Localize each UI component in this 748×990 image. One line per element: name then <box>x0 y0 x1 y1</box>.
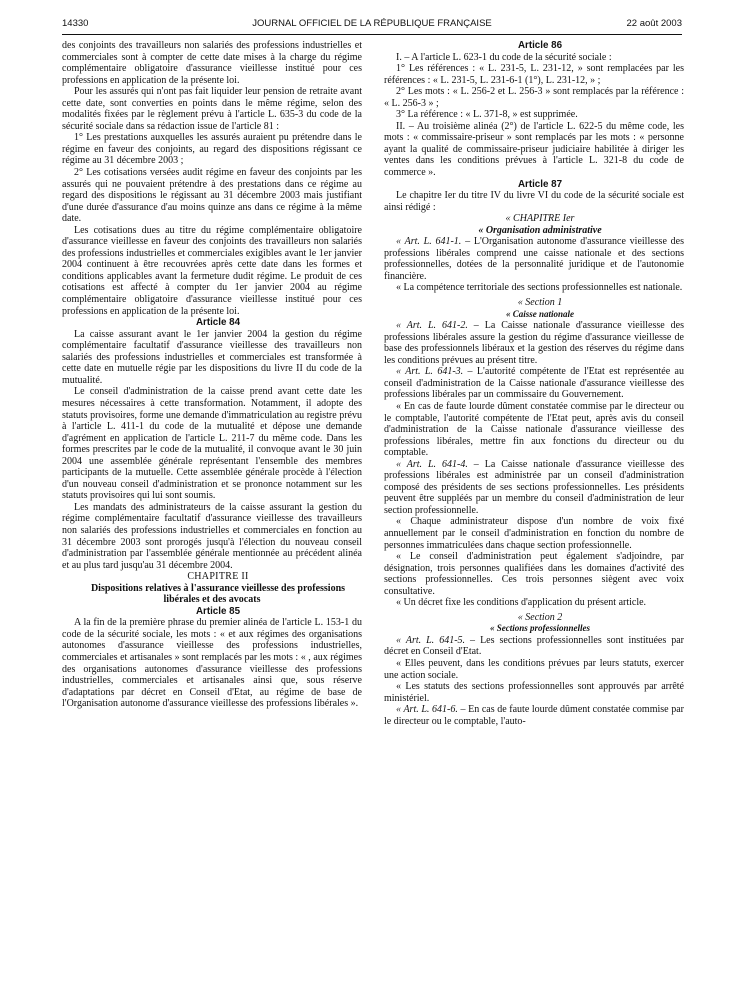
article-l641-3 <box>384 366 684 401</box>
paragraph: « Un décret fixe les conditions d'application du présent article. <box>396 597 647 609</box>
article-text: – La Caisse nationale d'assurance vieillesse des professions libérales est administrée par un conseil d'administration composé des présidents de ses sections professionnelles. Les présidents peuvent être suppléés par un membre du conseil d'administration de leur section professionnelle. <box>384 458 684 516</box>
paragraph: « Les statuts des sections professionnelles sont approuvés par arrêté ministériel. <box>384 681 684 704</box>
article-l641-6 <box>384 704 684 727</box>
journal-title: JOURNAL OFFICIEL DE LA RÉPUBLIQUE FRANÇAISE <box>252 18 492 29</box>
publication-date: 22 août 2003 <box>626 18 682 29</box>
paragraph: II. – Au troisième alinéa (2°) de l'article L. 622-5 du même code, les mots : « commissaire-priseur » sont remplacés par les mots : « personne ayant la qualité de commissaire-priseur judiciaire habilitée à diriger les ventes dans les conditions prévues à l'article L. 321-8 du code de commerce ». <box>384 120 684 179</box>
article-l641-1 <box>384 236 684 282</box>
header-rule <box>62 34 682 35</box>
chapter-i-label: « CHAPITRE Ier <box>505 213 575 225</box>
section-1-label: « Section 1 <box>517 297 563 309</box>
article-text: – En cas de faute lourde dûment constatée commise par le directeur ou le comptable, l'auto- <box>384 704 684 727</box>
organisation-title: « Organisation administrative <box>478 224 602 236</box>
article-ref: « Art. L. 641-2. <box>396 320 468 332</box>
paragraph: « La compétence territoriale des sections professionnelles est nationale. <box>396 282 683 294</box>
article-ref: « Art. L. 641-3. <box>396 366 464 378</box>
paragraph: A la fin de la première phrase du premier alinéa de l'article L. 153-1 du code de la sécurité sociale, les mots : « et aux régimes des organisations autonomes d'assurance vieillesse des professions industrielles, commerciales et artisanales » sont remplacés par les mots : « , aux régimes des organisations autonomes d'assurance vieillesse des professions industrielles, commerciales et artisanales ainsi que, sous réserve d'adaptations par décret en Conseil d'Etat, au régime de base de l'Organisation autonome d'assurance vieillesse des professions libérales ». <box>62 617 362 710</box>
paragraph: des conjoints des travailleurs non salariés des professions industrielles et commerciales sont à compter de cette date mises à la charge du régime complémentaire obligatoire d'assurance vieillesse institué pour ces professions en application de la présente loi. <box>62 40 362 86</box>
paragraph: I. – A l'article L. 623-1 du code de la sécurité sociale : <box>396 51 612 63</box>
article-86-heading: Article 86 <box>517 40 563 51</box>
page-header <box>62 18 682 32</box>
paragraph: Les mandats des administrateurs de la caisse assurant la gestion du régime complémentaire facultatif d'assurance vieillesse des travailleurs non salariés des professions industrielles et commerciales en fonction au 31 décembre 2003 sont prorogés jusqu'à l'élection du nouveau conseil d'administration par l'assemblée générale mentionnée au précédent alinéa et au plus tard jusqu'au 31 décembre 2004. <box>62 501 362 571</box>
paragraph: 1° Les prestations auxquelles les assurés auraient pu prétendre dans le régime en faveur des conjoints, au regard des dispositions régissant ce régime au 31 décembre 2003 ; <box>62 132 362 167</box>
right-column <box>384 40 684 727</box>
paragraph: Pour les assurés qui n'ont pas fait liquider leur pension de retraite avant cette date, sont converties en points dans le même régime, selon des modalités fixées par le règlement prévu à l'article L. 635-3 du code de la sécurité sociale dans sa rédaction issue de l'article 81 : <box>62 86 362 132</box>
article-ref: « Art. L. 641-4. <box>396 458 468 470</box>
article-text: – L'autorité compétente de l'Etat est représentée au conseil d'administration de la Caisse nationale d'assurance vieillesse des professions libérales par un commissaire du Gouvernement. <box>384 366 684 401</box>
paragraph: 2° Les cotisations versées audit régime en faveur des conjoints par les assurés qui ne pouvaient prétendre à des prestations dans ce régime au regard des dispositions le régissant au 31 décembre 2003 mais justifiant d'une durée d'assurance d'au moins quinze ans dans ce régime à la même date. <box>62 167 362 225</box>
chapter-title: Dispositions relatives à l'assurance vieillesse des professions libérales et des avocats <box>90 582 346 606</box>
article-87-heading: Article 87 <box>517 178 563 190</box>
paragraph: 1° Les références : « L. 231-5, L. 231-12, » sont remplacées par les références : « L. 231-5, L. 231-6-1 (1°), L. 231-12, » ; <box>384 63 684 86</box>
article-text: – L'Organisation autonome d'assurance vieillesse des professions libérales comprend une caisse nationale et des sections professionnelles, dotées de la personnalité juridique et de l'autonomie financière. <box>384 236 684 282</box>
article-l641-2 <box>384 320 684 366</box>
paragraph: La caisse assurant avant le 1er janvier 2004 la gestion du régime complémentaire facultatif d'assurance vieillesse des travailleurs non salariés des professions industrielles et commerciales est transformée à cette date en mutuelle régie par les dispositions du livre II du code de la mutualité. <box>62 328 362 386</box>
article-text: – Les sections professionnelles sont instituées par décret en Conseil d'Etat. <box>384 634 684 658</box>
article-ref: « Art. L. 641-6. <box>396 704 458 716</box>
sections-professionnelles-title: « Sections professionnelles <box>489 623 590 634</box>
paragraph: « En cas de faute lourde dûment constatée commise par le directeur ou le comptable, l'autorité compétente de l'Etat peut, après avis du conseil d'administration de la Caisse nationale d'assurance vieillesse des professions libérales, mettre fin aux fonctions du directeur ou du comptable. <box>384 400 684 459</box>
paragraph: 2° Les mots : « L. 256-2 et L. 256-3 » sont remplacés par la référence : « L. 256-3 » ; <box>384 86 684 109</box>
paragraph: Le conseil d'administration de la caisse prend avant cette date les mesures nécessaires à cette transformation. Notamment, il adopte des statuts provisoires, forme une demande d'immatriculation au registre prévu à l'article L. 411-1 du code de la mutualité et dépose une demande d'agrément en application de l'article L. 211-7 du même code. Dans les formes prescrites par le code de la mutualité, il convoque avant le 30 juin 2004 une assemblée générale représentant l'ensemble des membres participants de la mutuelle. Cette assemblée générale procède à l'élection d'un nouveau conseil d'administration et se prononce notamment sur les statuts provisoires qui lui sont soumis. <box>62 386 362 502</box>
paragraph: « Elles peuvent, dans les conditions prévues par leurs statuts, exercer une action sociale. <box>384 657 684 681</box>
paragraph: Les cotisations dues au titre du régime complémentaire obligatoire d'assurance vieillesse en faveur des conjoints des travailleurs non salariés des professions industrielles et commerciales exigibles avant le 1er janvier 2004 continuent à être recouvrées après cette date dans les formes et conditions applicables avant la fermeture dudit régime. Le produit de ces cotisations est affecté à compter du 1er janvier 2004 au régime complémentaire obligatoire d'assurance vieillesse institué pour ces professions en application de la présente loi. <box>62 224 362 317</box>
paragraph: « Le conseil d'administration peut également s'adjoindre, par désignation, trois personnes qualifiées dans les domaines d'activité des sections professionnelles. Ces trois personnes siègent avec voix consultative. <box>384 551 684 597</box>
left-column <box>62 40 362 710</box>
paragraph: 3° La référence : « L. 371-8, » est supprimée. <box>396 109 578 121</box>
article-84-heading: Article 84 <box>195 317 241 329</box>
article-l641-5 <box>384 635 684 658</box>
page-number: 14330 <box>62 18 89 29</box>
caisse-nationale-title: « Caisse nationale <box>505 308 574 319</box>
chapter-label: CHAPITRE II <box>187 571 249 583</box>
article-text: – La Caisse nationale d'assurance vieillesse des professions libérales assure la gestion du régime d'assurance vieillesse de base des professionnels libéraux et la gestion des réserves du régime dans les conditions prévues au présent titre. <box>384 320 684 366</box>
paragraph: Le chapitre Ier du titre IV du livre VI du code de la sécurité sociale est ainsi rédigé : <box>384 190 684 213</box>
article-ref: « Art. L. 641-5. <box>396 634 466 646</box>
article-ref: « Art. L. 641-1. <box>396 236 462 248</box>
paragraph: « Chaque administrateur dispose d'un nombre de voix fixé annuellement par le conseil d'administration en fonction du nombre de personnes immatriculées dans chaque section professionnelle. <box>384 516 684 551</box>
article-85-heading: Article 85 <box>195 605 241 617</box>
section-2-label: « Section 2 <box>517 611 563 623</box>
article-l641-4 <box>384 459 684 517</box>
